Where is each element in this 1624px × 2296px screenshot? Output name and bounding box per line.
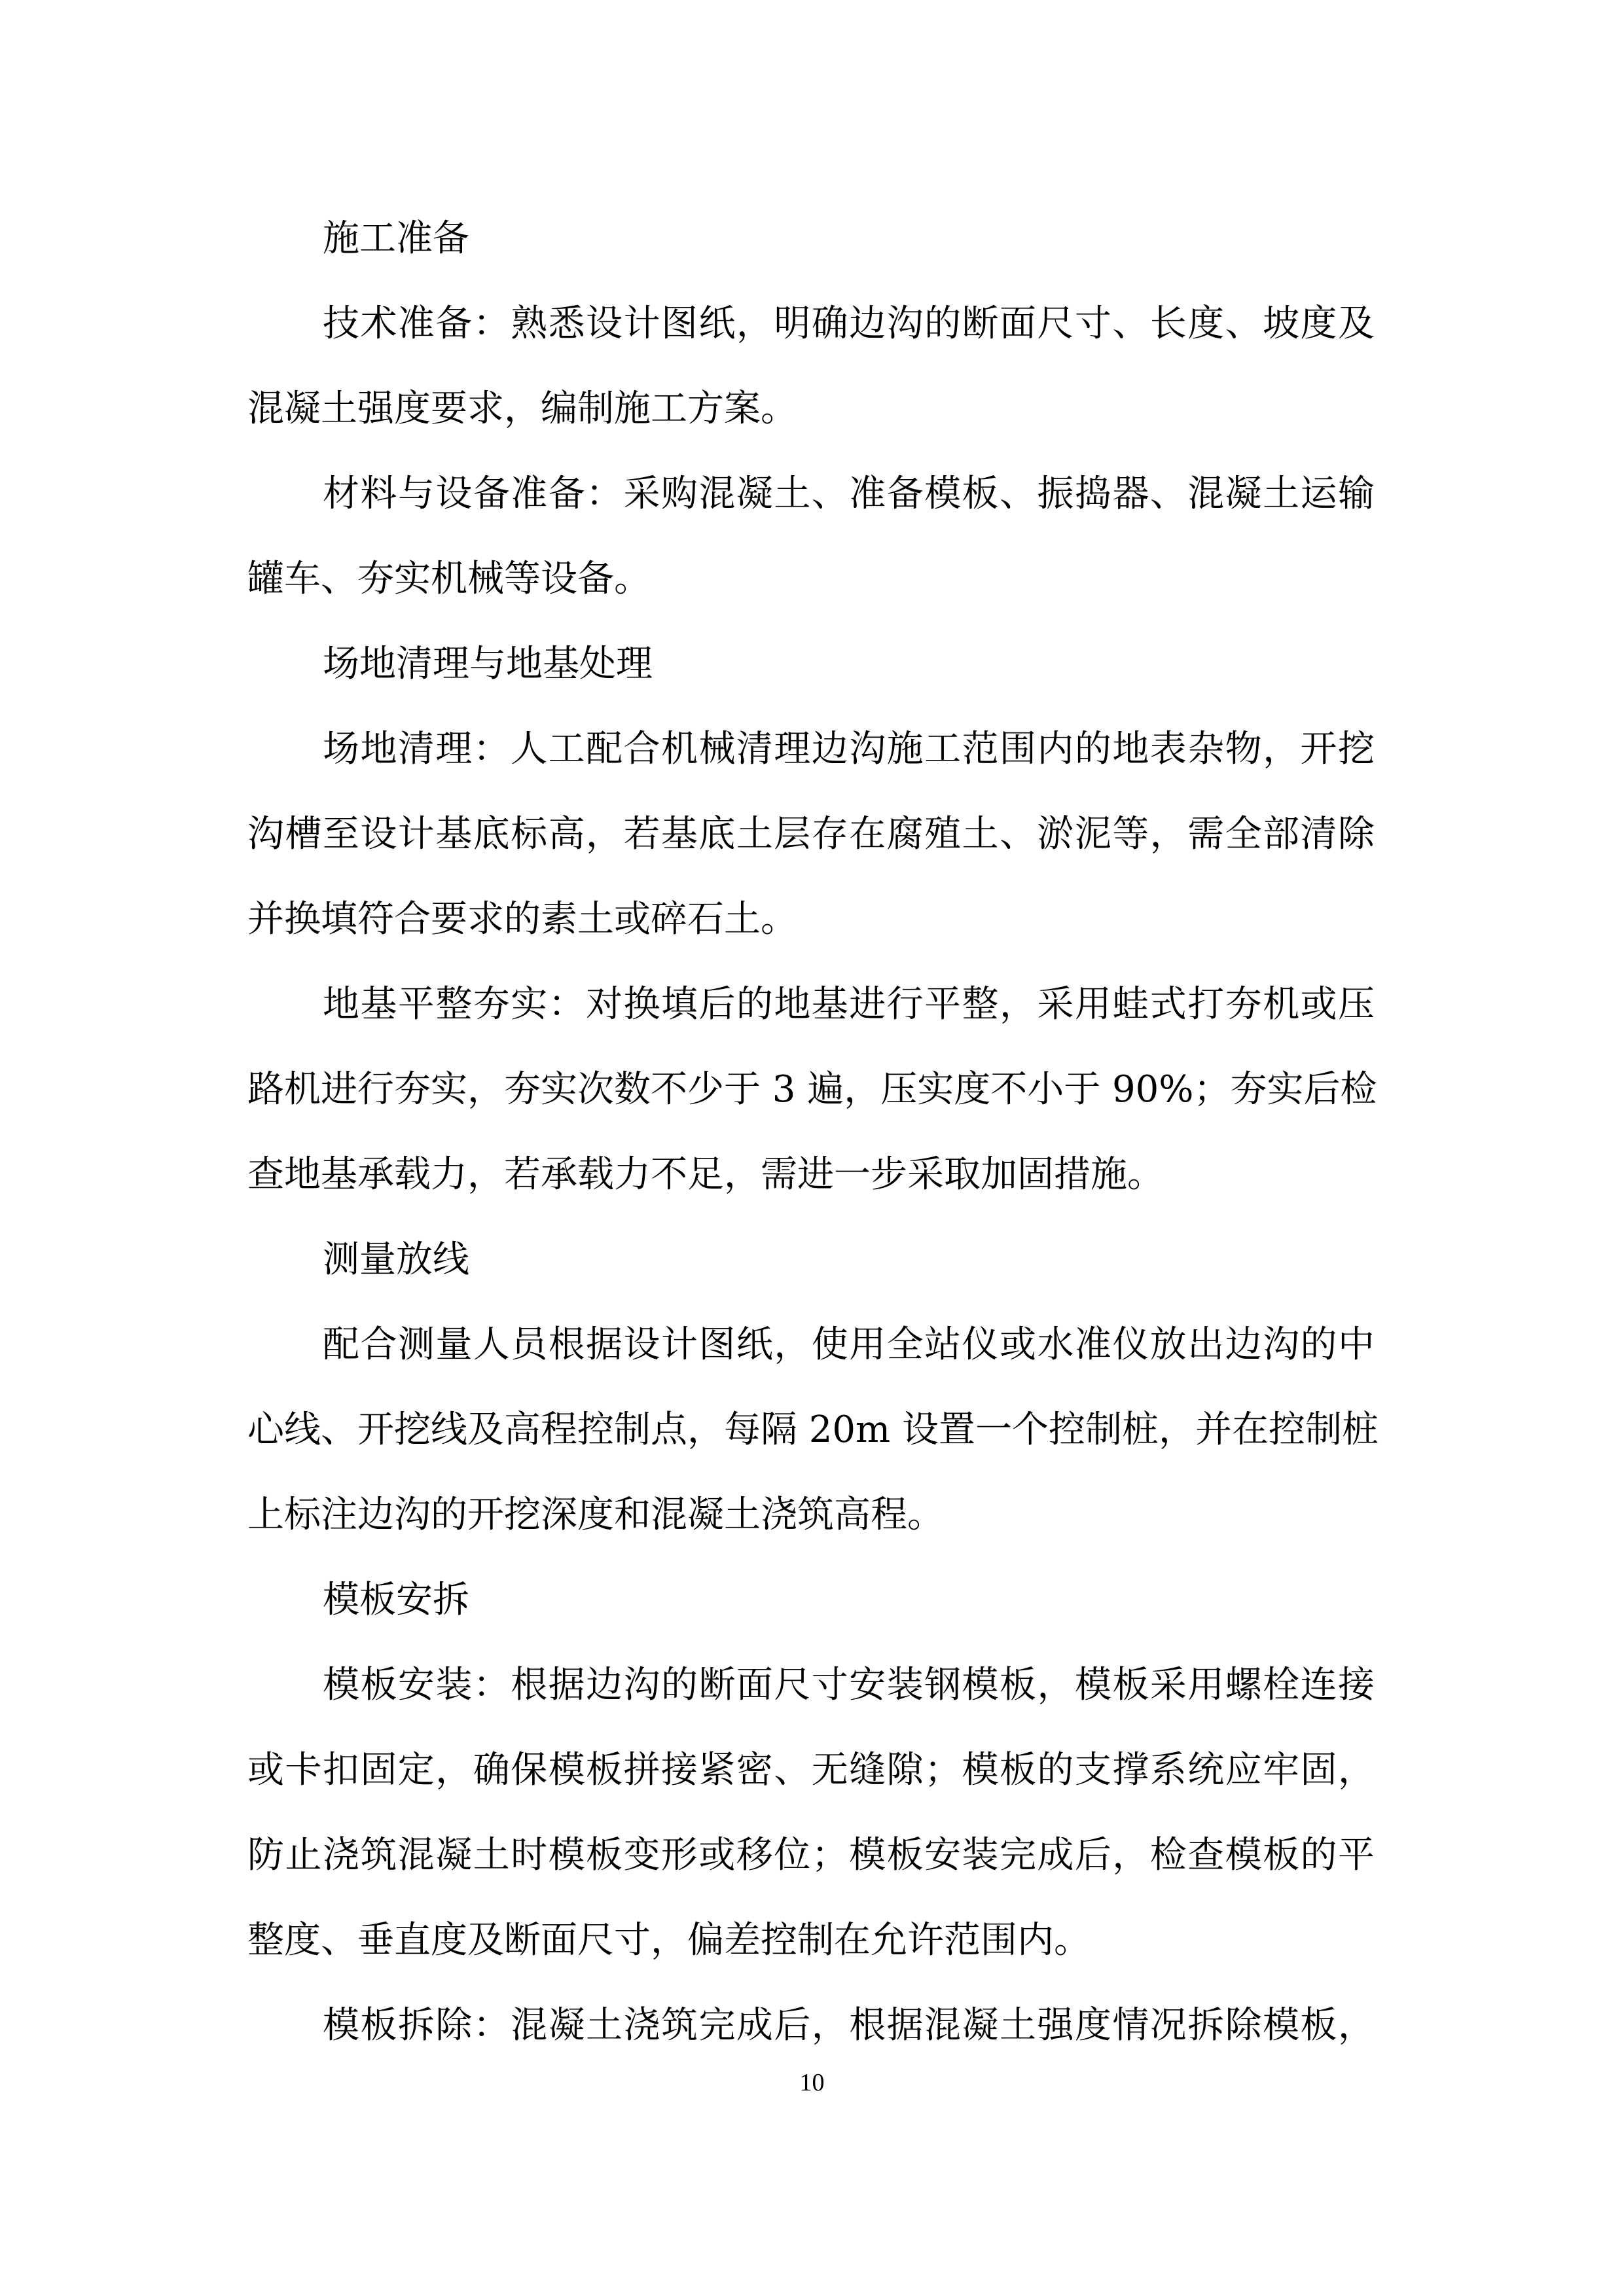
paragraph-line: 地基平整夯实：对换填后的地基进行平整，采用蛙式打夯机或压 — [323, 983, 1375, 1026]
paragraph-foundation-compaction — [247, 978, 1375, 1234]
section-heading-site-clearing-foundation: 场地清理与地基处理 — [323, 643, 653, 685]
paragraph-line: 沟槽至设计基底标高，若基底土层存在腐殖土、淤泥等，需全部清除 — [247, 813, 1375, 855]
paragraph-line: 模板拆除：混凝土浇筑完成后，根据混凝土强度情况拆除模板， — [323, 2004, 1375, 2047]
section-heading-formwork: 模板安拆 — [323, 1579, 469, 1621]
paragraph-line: 路机进行夯实，夯实次数不少于 3 遍，压实度不小于 90%；夯实后检 — [247, 1068, 1377, 1111]
paragraph-line: 场地清理：人工配合机械清理边沟施工范围内的地表杂物，开挖 — [323, 728, 1375, 770]
paragraph-line: 配合测量人员根据设计图纸，使用全站仪或水准仪放出边沟的中 — [323, 1323, 1375, 1366]
document-body — [247, 213, 1379, 2085]
paragraph-line: 上标注边沟的开挖深度和混凝土浇筑高程。 — [247, 1494, 944, 1536]
paragraph-line: 整度、垂直度及断面尺寸，偏差控制在允许范围内。 — [247, 1919, 1091, 1962]
paragraph-line: 模板安装：根据边沟的断面尺寸安装钢模板，模板采用螺栓连接 — [323, 1664, 1375, 1706]
paragraph-line: 材料与设备准备：采购混凝土、准备模板、振捣器、混凝土运输 — [323, 473, 1375, 515]
paragraph-survey-layout — [247, 1319, 1379, 1574]
paragraph-line: 并换填符合要求的素土或碎石土。 — [247, 898, 797, 941]
paragraph-line: 心线、开挖线及高程控制点，每隔 20m 设置一个控制桩，并在控制桩 — [247, 1408, 1379, 1451]
paragraph-technical-preparation — [247, 298, 1375, 468]
paragraph-line: 或卡扣固定，确保模板拼接紧密、无缝隙；模板的支撑系统应牢固， — [247, 1749, 1375, 1791]
paragraph-line: 技术准备：熟悉设计图纸，明确边沟的断面尺寸、长度、坡度及 — [323, 302, 1375, 345]
paragraph-line: 查地基承载力，若承载力不足，需进一步采取加固措施。 — [247, 1153, 1164, 1196]
paragraph-site-clearing — [247, 723, 1375, 978]
section-heading-survey-layout: 测量放线 — [323, 1238, 469, 1281]
paragraph-formwork-installation — [247, 1659, 1375, 2000]
page-number: 10 — [799, 2069, 825, 2096]
section-heading-construction-preparation: 施工准备 — [323, 217, 469, 260]
paragraph-line: 混凝土强度要求，编制施工方案。 — [247, 387, 797, 430]
paragraph-line: 防止浇筑混凝土时模板变形或移位；模板安装完成后，检查模板的平 — [247, 1834, 1375, 1876]
paragraph-material-equipment-preparation — [247, 468, 1375, 638]
paragraph-line: 罐车、夯实机械等设备。 — [247, 558, 651, 600]
